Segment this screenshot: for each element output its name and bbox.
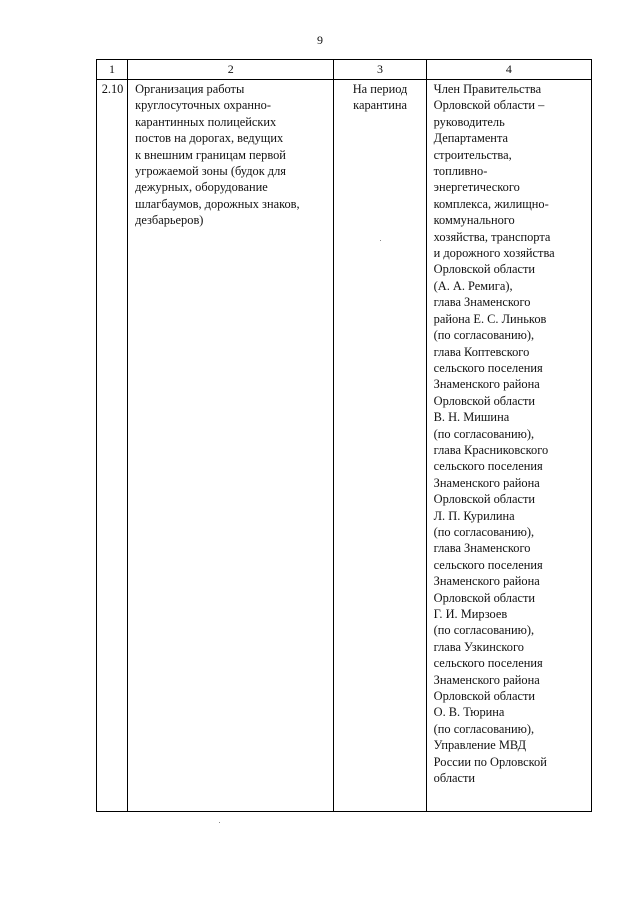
action-text-line: шлагбаумов, дорожных знаков, (135, 196, 300, 211)
action-text-line: дезбарьеров) (135, 213, 204, 228)
table-header-row (97, 60, 592, 80)
header-col-3: 3 (334, 60, 426, 80)
responsible-text-line: области (433, 771, 476, 786)
scan-speck (219, 822, 220, 823)
action-cell (128, 80, 334, 812)
responsible-cell (426, 80, 591, 812)
term-text-line: На период (352, 82, 408, 96)
responsible-text-line: В. Н. Мишина (433, 410, 510, 425)
responsible-text-line: Знаменского района (433, 574, 540, 589)
header-col-1: 1 (97, 60, 128, 80)
table-row (97, 80, 592, 812)
header-col-2: 2 (128, 60, 334, 80)
responsible-text-line: Член Правительства (433, 82, 542, 96)
responsible-text-line: Л. П. Курилина (433, 508, 515, 523)
responsible-text-line: глава Знаменского (433, 541, 531, 556)
responsible-text-line: Знаменского района (433, 672, 540, 687)
header-col-4: 4 (426, 60, 591, 80)
responsible-text-line: руководитель (433, 114, 505, 129)
row-number-cell (97, 80, 128, 812)
responsible-text-line: коммунального (433, 213, 515, 228)
responsible-text-line: (А. А. Ремига), (433, 278, 513, 293)
responsible-text-line: (по согласованию), (433, 328, 535, 343)
responsible-text (427, 80, 591, 786)
responsible-text-line: О. В. Тюрина (433, 705, 505, 720)
action-text-line: постов на дорогах, ведущих (135, 131, 284, 146)
page-number: 9 (317, 33, 323, 47)
responsible-text-line: глава Узкинского (433, 639, 524, 654)
responsible-text-line: сельского поселения (433, 557, 543, 572)
term-text (334, 80, 425, 114)
responsible-text-line: (по согласованию), (433, 623, 535, 638)
responsible-text-line: Знаменского района (433, 475, 540, 490)
action-text-line: дежурных, оборудование (135, 180, 268, 195)
responsible-text-line: Орловской области (433, 393, 536, 408)
responsible-text-line: Орловской области – (433, 98, 545, 113)
responsible-text-line: топливно- (433, 164, 488, 179)
responsible-text-line: России по Орловской (433, 754, 547, 769)
scan-speck (380, 240, 381, 241)
responsible-text-line: Орловской области (433, 590, 536, 605)
action-text (128, 80, 333, 229)
responsible-text-line: и дорожного хозяйства (433, 246, 555, 261)
responsible-text-line: Г. И. Мирзоев (433, 607, 508, 621)
measures-table (96, 59, 592, 812)
responsible-text-line: (по согласованию), (433, 426, 535, 441)
responsible-text-line: энергетического (433, 180, 520, 195)
responsible-text-line: Орловской области (433, 492, 536, 507)
action-text-line: угрожаемой зоны (будок для (135, 164, 286, 179)
action-text-line: Организация работы (135, 82, 245, 96)
responsible-text-line: Управление МВД (433, 738, 527, 753)
action-text-line: круглосуточных охранно- (135, 98, 271, 113)
responsible-text-line: глава Коптевского (433, 344, 530, 359)
term-cell (334, 80, 426, 812)
responsible-text-line: (по согласованию), (433, 721, 535, 736)
responsible-text-line: сельского поселения (433, 459, 543, 474)
responsible-text-line: глава Знаменского (433, 295, 531, 310)
action-text-line: к внешним границам первой (135, 147, 286, 162)
responsible-text-line: сельского поселения (433, 656, 543, 671)
action-text-line: карантинных полицейских (135, 114, 277, 129)
responsible-text-line: строительства, (433, 147, 512, 162)
responsible-text-line: Знаменского района (433, 377, 540, 392)
term-text-line: карантина (353, 98, 407, 113)
responsible-text-line: сельского поселения (433, 360, 543, 375)
responsible-text-line: глава Красниковского (433, 442, 549, 457)
responsible-text-line: Департамента (433, 131, 509, 146)
responsible-text-line: (по согласованию), (433, 524, 535, 539)
responsible-text-line: района Е. С. Линьков (433, 311, 547, 326)
row-number: 2.10 (101, 82, 124, 96)
responsible-text-line: Орловской области (433, 262, 536, 277)
responsible-text-line: комплекса, жилищно- (433, 196, 549, 211)
responsible-text-line: хозяйства, транспорта (433, 229, 551, 244)
responsible-text-line: Орловской области (433, 689, 536, 704)
